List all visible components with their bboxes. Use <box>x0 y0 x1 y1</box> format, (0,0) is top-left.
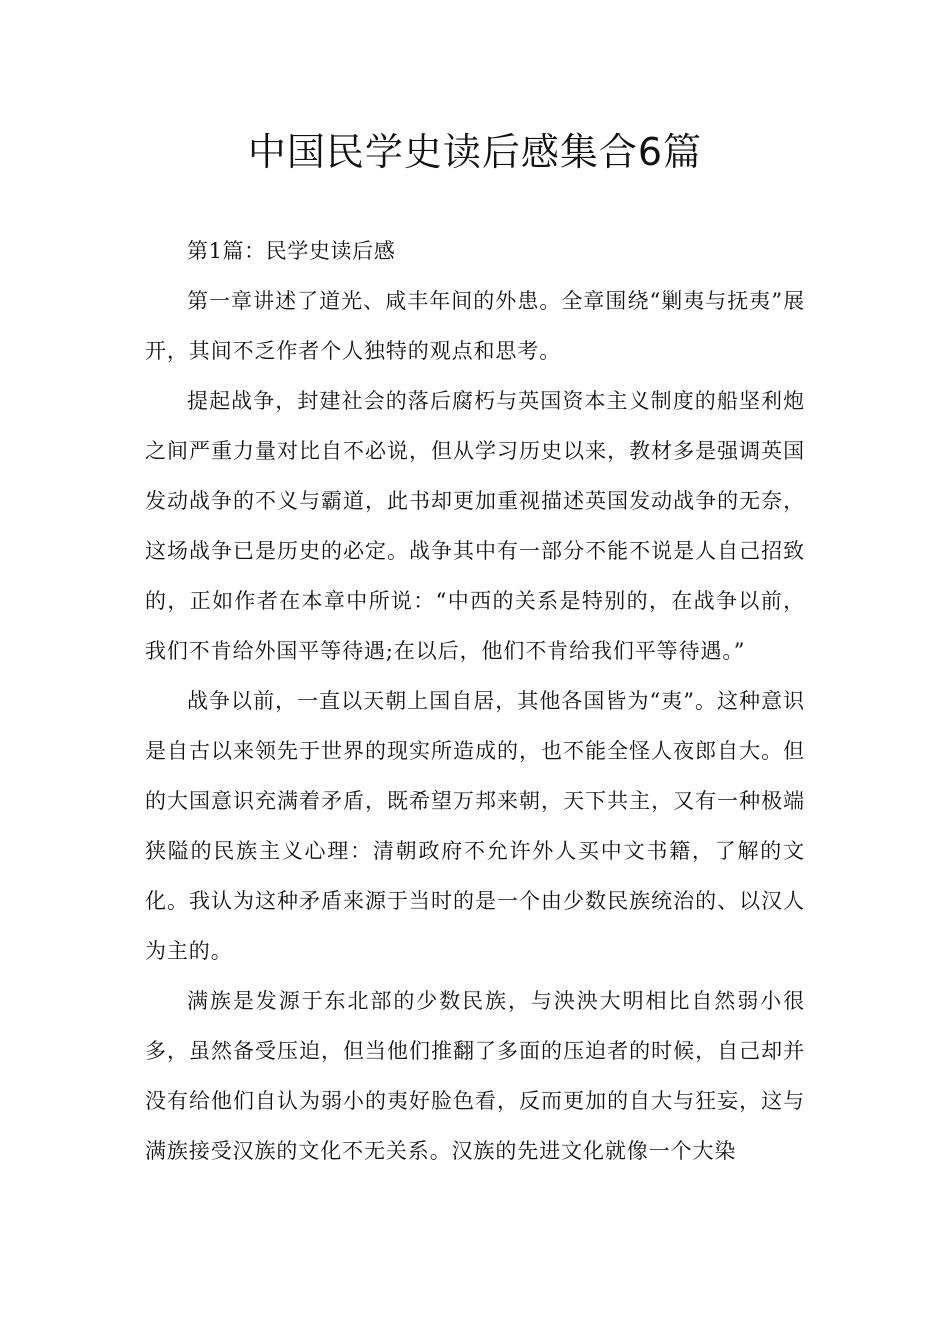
paragraph-4: 满族是发源于东北部的少数民族，与泱泱大明相比自然弱小很多，虽然备受压迫，但当他们推翻了多面的压迫者的时候，自己却并没有给他们自认为弱小的夷好脸色看，反而更加的自大与狂妄，这与满族接受汉族的文化不无关系。汉族的先进文化就像一个大染 <box>145 989 805 1163</box>
paragraph-3: 战争以前，一直以天朝上国自居，其他各国皆为“夷”。这种意识是自古以来领先于世界的现实所造成的，也不能全怪人夜郎自大。但的大国意识充满着矛盾，既希望万邦来朝，天下共主，又有一种极端狭隘的民族主义心理：清朝政府不允许外人买中文书籍，了解的文化。我认为这种矛盾来源于当时的是一个由少数民族统治的、以汉人为主的。 <box>145 689 805 963</box>
document-title: 中国民学史读后感集合6篇 <box>247 130 703 174</box>
paragraph-2: 提起战争，封建社会的落后腐朽与英国资本主义制度的船坚利炮之间严重力量对比自不必说，但从学习历史以来，教材多是强调英国发动战争的不义与霸道，此书却更加重视描述英国发动战争的无奈，这场战争已是历史的必定。战争其中有一部分不能不说是人自己招致的，正如作者在本章中所说：“中西的关系是特别的，在战争以前，我们不肯给外国平等待遇;在以后，他们不肯给我们平等待遇。” <box>145 389 805 663</box>
section-heading: 第1篇：民学史读后感 <box>187 239 396 263</box>
paragraph-1: 第一章讲述了道光、咸丰年间的外患。全章围绕“剿夷与抚夷”展开，其间不乏作者个人独特的观点和思考。 <box>145 289 805 363</box>
document-body <box>145 226 805 1176</box>
